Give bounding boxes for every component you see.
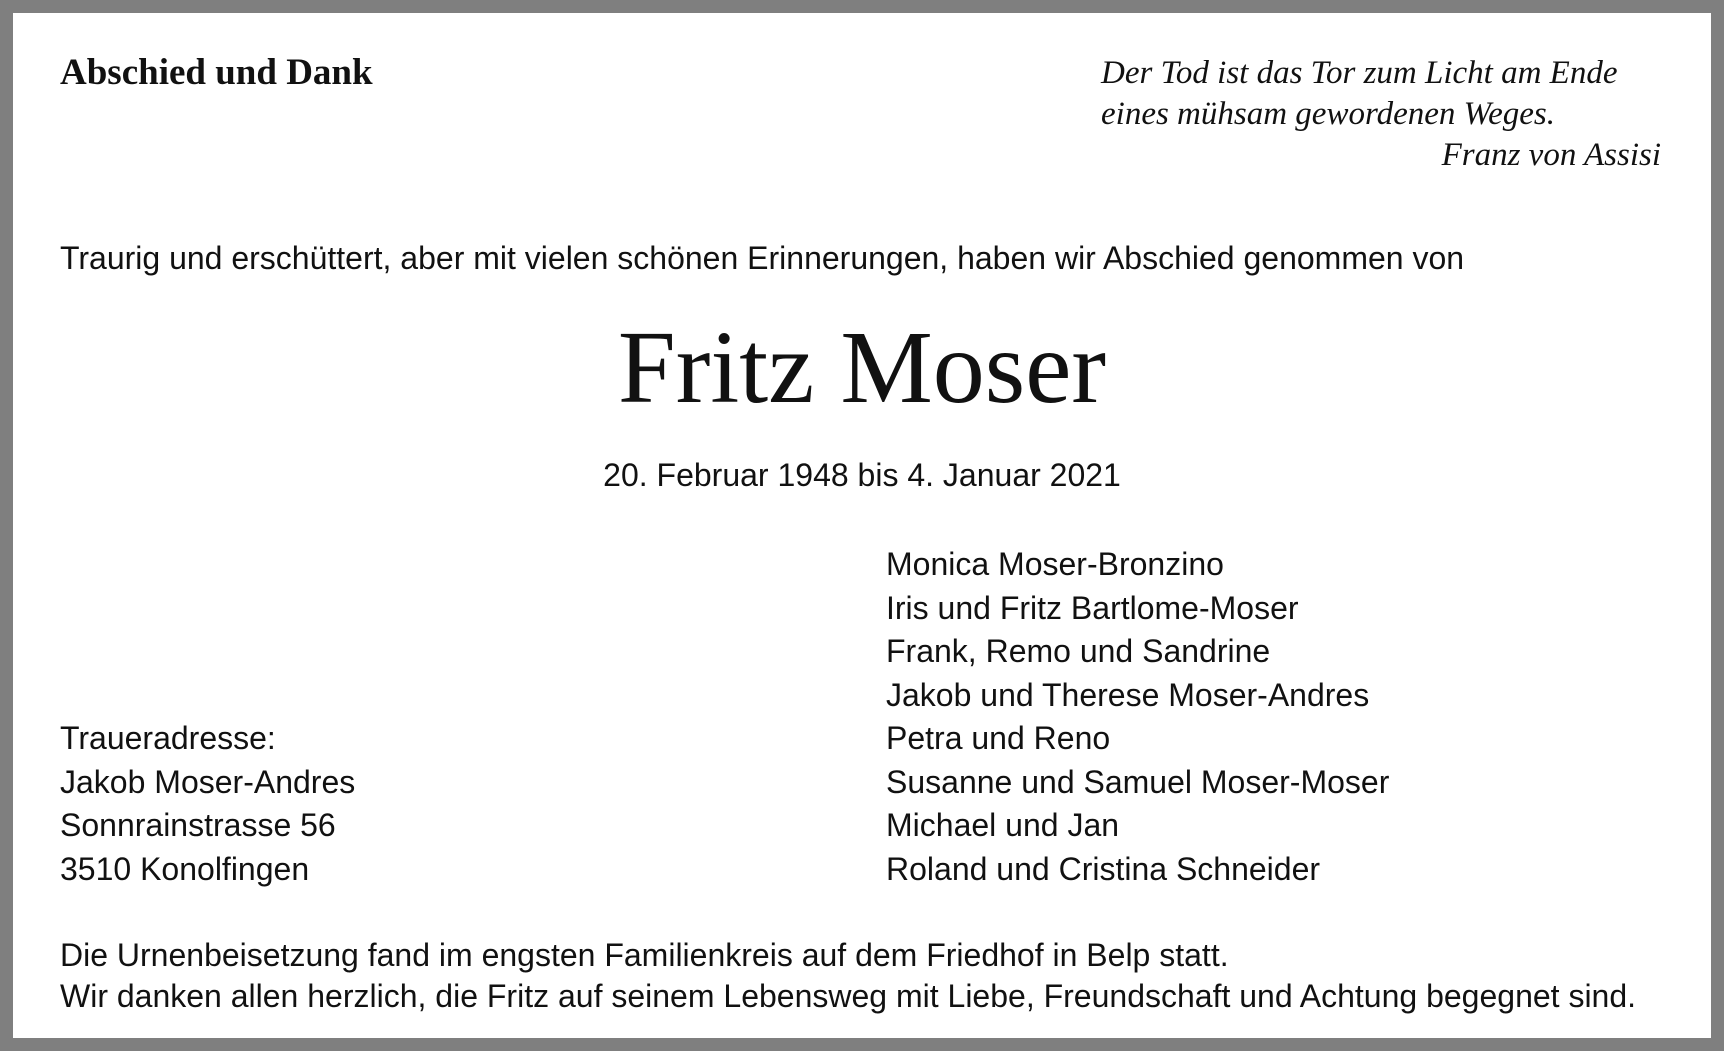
family-member: Michael und Jan (886, 807, 1120, 843)
mourning-address (60, 717, 355, 891)
obituary-notice (13, 13, 1711, 1038)
family-member: Jakob und Therese Moser-Andres (886, 676, 1370, 713)
family-member: Frank, Remo und Sandrine (886, 633, 1271, 669)
family-member: Petra und Reno (886, 720, 1111, 756)
family-member: Iris und Fritz Bartlome-Moser (886, 589, 1299, 626)
closing-line-1: Die Urnenbeisetzung fand im engsten Familienkreis auf dem Friedhof in Belp statt. (60, 937, 1229, 973)
family-member: Roland und Cristina Schneider (886, 850, 1321, 887)
address-name: Jakob Moser-Andres (60, 763, 356, 800)
notice-heading: Abschied und Dank (60, 52, 373, 93)
address-label: Traueradresse: (60, 720, 276, 756)
intro-text: Traurig und erschüttert, aber mit vielen schönen Erinnerungen, haben wir Abschied genommen von (60, 240, 1465, 276)
quote-line-1: Der Tod ist das Tor zum Licht am Ende (1101, 55, 1618, 91)
closing-text (60, 935, 1636, 1017)
address-city: 3510 Konolfingen (60, 850, 310, 887)
deceased-name: Fritz Moser (617, 310, 1107, 425)
quote-block (1101, 53, 1661, 176)
address-street: Sonnrainstrasse 56 (60, 807, 336, 843)
family-list (886, 543, 1389, 891)
quote-author: Franz von Assisi (1441, 137, 1661, 173)
closing-line-2: Wir danken allen herzlich, die Fritz auf seinem Lebensweg mit Liebe, Freundschaft und Achtung begegnet sind. (60, 978, 1637, 1014)
quote-line-2: eines mühsam gewordenen Weges. (1101, 96, 1555, 132)
life-dates: 20. Februar 1948 bis 4. Januar 2021 (603, 457, 1121, 493)
family-member: Susanne und Samuel Moser-Moser (886, 763, 1390, 800)
family-member: Monica Moser-Bronzino (886, 546, 1224, 582)
